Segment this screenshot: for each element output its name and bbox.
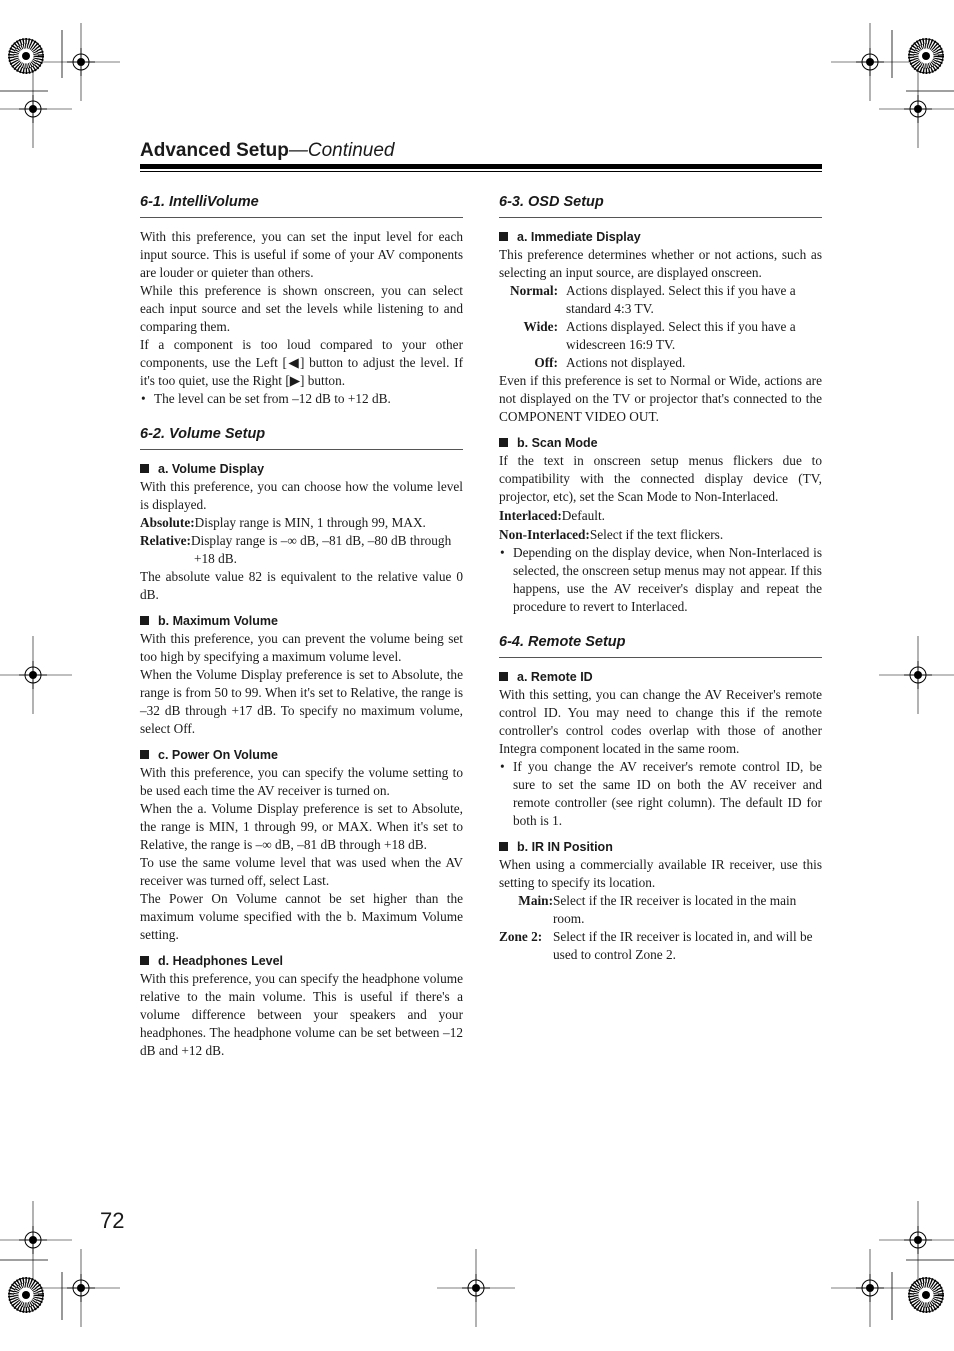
- bullet-item: • The level can be set from –12 dB to +12 dB.: [140, 390, 463, 408]
- paragraph: When the Volume Display preference is set to Absolute, the range is from 50 to 99. When it's set to Relative, the range is –32 dB through +17 dB. To specify no maximum volume, select Off.: [140, 667, 463, 736]
- paragraph: With this preference, you can specify the volume setting to be used each time the AV receiver is turned on.: [140, 765, 463, 798]
- paragraph: When the a. Volume Display preference is set to Absolute, the range is MIN, 1 through 99, or MAX. When it's set to Relative, the range is –∞ dB, –81 dB through +18 dB.: [140, 801, 463, 852]
- paragraph: To use the same volume level that was used when the AV receiver was turned off, select Last.: [140, 855, 463, 888]
- crosshair-icon: [437, 1249, 515, 1327]
- definition-row: Absolute:Display range is MIN, 1 through 99, MAX.: [140, 515, 426, 530]
- square-bullet-icon: [140, 616, 149, 625]
- header-title: Advanced Setup: [140, 140, 289, 161]
- definition-row: Relative:Display range is –∞ dB, –81 dB, –80 dB through +18 dB.: [140, 533, 452, 566]
- paragraph: With this preference, you can set the input level for each input source. This is useful if some of your AV components are louder or quieter than others.: [140, 229, 463, 280]
- square-bullet-icon: [140, 956, 149, 965]
- definition-row: Non-Interlaced:Select if the text flickers.: [499, 527, 724, 542]
- paragraph: If the text in onscreen setup menus flickers due to compatibility with the connected display device (TV, projector, etc), set the Scan Mode to Non-Interlaced.: [499, 453, 822, 504]
- paragraph: When using a commercially available IR receiver, use this setting to specify its location.: [499, 857, 822, 890]
- crosshair-icon: [879, 1201, 954, 1279]
- section-title: 6-3. OSD Setup: [499, 192, 822, 218]
- section-title: 6-2. Volume Setup: [140, 424, 463, 450]
- crosshair-icon: [831, 1249, 909, 1327]
- paragraph: While this preference is shown onscreen, you can select each input source and set the levels while listening to and comparing them.: [140, 283, 463, 334]
- crosshair-icon: [831, 23, 909, 101]
- registration-starburst-icon: [909, 39, 943, 73]
- registration-starburst-icon: [909, 1278, 943, 1312]
- paragraph: With this preference, you can choose how the volume level is displayed.: [140, 479, 463, 512]
- square-bullet-icon: [499, 842, 508, 851]
- crosshair-icon: [42, 1249, 120, 1327]
- paragraph: The absolute value 82 is equivalent to the relative value 0 dB.: [140, 569, 463, 602]
- crosshair-icon: [0, 636, 72, 714]
- paragraph: With this setting, you can change the AV Receiver's remote control ID. You may need to change this if the remote controller's control codes overlap with those of another Integra component located in the same room.: [499, 687, 822, 756]
- definition-row: Main: Select if the IR receiver is located in the main room.: [518, 893, 797, 926]
- subsection-heading: b. Maximum Volume: [140, 612, 463, 630]
- bullet-item: • If you change the AV receiver's remote control ID, be sure to set the same ID on both the AV receiver and remote controller (see right column). The default ID for both is 1.: [499, 758, 822, 830]
- square-bullet-icon: [499, 672, 508, 681]
- subsection-heading: a. Remote ID: [499, 668, 822, 686]
- header-rule: [140, 164, 822, 169]
- definition-row: Wide: Actions displayed. Select this if you have a widescreen 16:9 TV.: [523, 319, 796, 352]
- subsection-heading: d. Headphones Level: [140, 952, 463, 970]
- paragraph: With this preference, you can specify the headphone volume relative to the main volume. This is useful if there's a volume difference between your speakers and your headphones. The headphone volume can be set between –12 dB and +12 dB.: [140, 971, 463, 1058]
- header-continued: —Continued: [288, 140, 395, 161]
- subsection-heading: c. Power On Volume: [140, 746, 463, 764]
- subsection-heading: b. IR IN Position: [499, 838, 822, 856]
- registration-starburst-icon: [9, 39, 43, 73]
- definition-row: Zone 2: Select if the IR receiver is located in, and will be used to control Zone 2.: [499, 929, 813, 962]
- crosshair-icon: [879, 636, 954, 714]
- paragraph: Even if this preference is set to Normal or Wide, actions are not displayed on the TV or projector that's connected to the COMPONENT VIDEO OUT.: [499, 373, 822, 424]
- definition-row: Normal: Actions displayed. Select this if you have a standard 4:3 TV.: [510, 283, 796, 316]
- definition-row: Interlaced:Default.: [499, 508, 605, 523]
- header-rule-thin: [140, 171, 822, 172]
- square-bullet-icon: [140, 464, 149, 473]
- left-column: [140, 192, 463, 1060]
- right-column: [499, 192, 822, 964]
- crosshair-icon: [0, 1201, 72, 1279]
- square-bullet-icon: [499, 232, 508, 241]
- registration-starburst-icon: [9, 1278, 43, 1312]
- paragraph: This preference determines whether or not actions, such as selecting an input source, are displayed onscreen.: [499, 247, 822, 280]
- crosshair-icon: [0, 70, 72, 148]
- paragraph: The Power On Volume cannot be set higher than the maximum volume specified with the b. Maximum Volume setting.: [140, 891, 463, 942]
- crosshair-icon: [879, 70, 954, 148]
- subsection-heading: b. Scan Mode: [499, 434, 822, 452]
- crosshair-icon: [42, 23, 120, 101]
- square-bullet-icon: [499, 438, 508, 447]
- page-number: 72: [100, 1208, 125, 1233]
- page-header: [140, 140, 395, 162]
- subsection-heading: a. Volume Display: [140, 460, 463, 478]
- subsection-heading: a. Immediate Display: [499, 228, 822, 246]
- square-bullet-icon: [140, 750, 149, 759]
- paragraph: With this preference, you can prevent the volume being set too high by specifying a maximum volume level.: [140, 631, 463, 664]
- section-title: 6-1. IntelliVolume: [140, 192, 463, 218]
- bullet-item: • Depending on the display device, when Non-Interlaced is selected, the onscreen setup menus may not appear. If this happens, use the AV receiver's display and repeat the procedure to revert to Interlaced.: [499, 544, 822, 616]
- section-title: 6-4. Remote Setup: [499, 632, 822, 658]
- paragraph: If a component is too loud compared to your other components, use the Left [◀] button to adjust the level. If it's too quiet, use the Right [▶] button.: [140, 337, 463, 388]
- definition-row: Off: Actions not displayed.: [534, 355, 686, 370]
